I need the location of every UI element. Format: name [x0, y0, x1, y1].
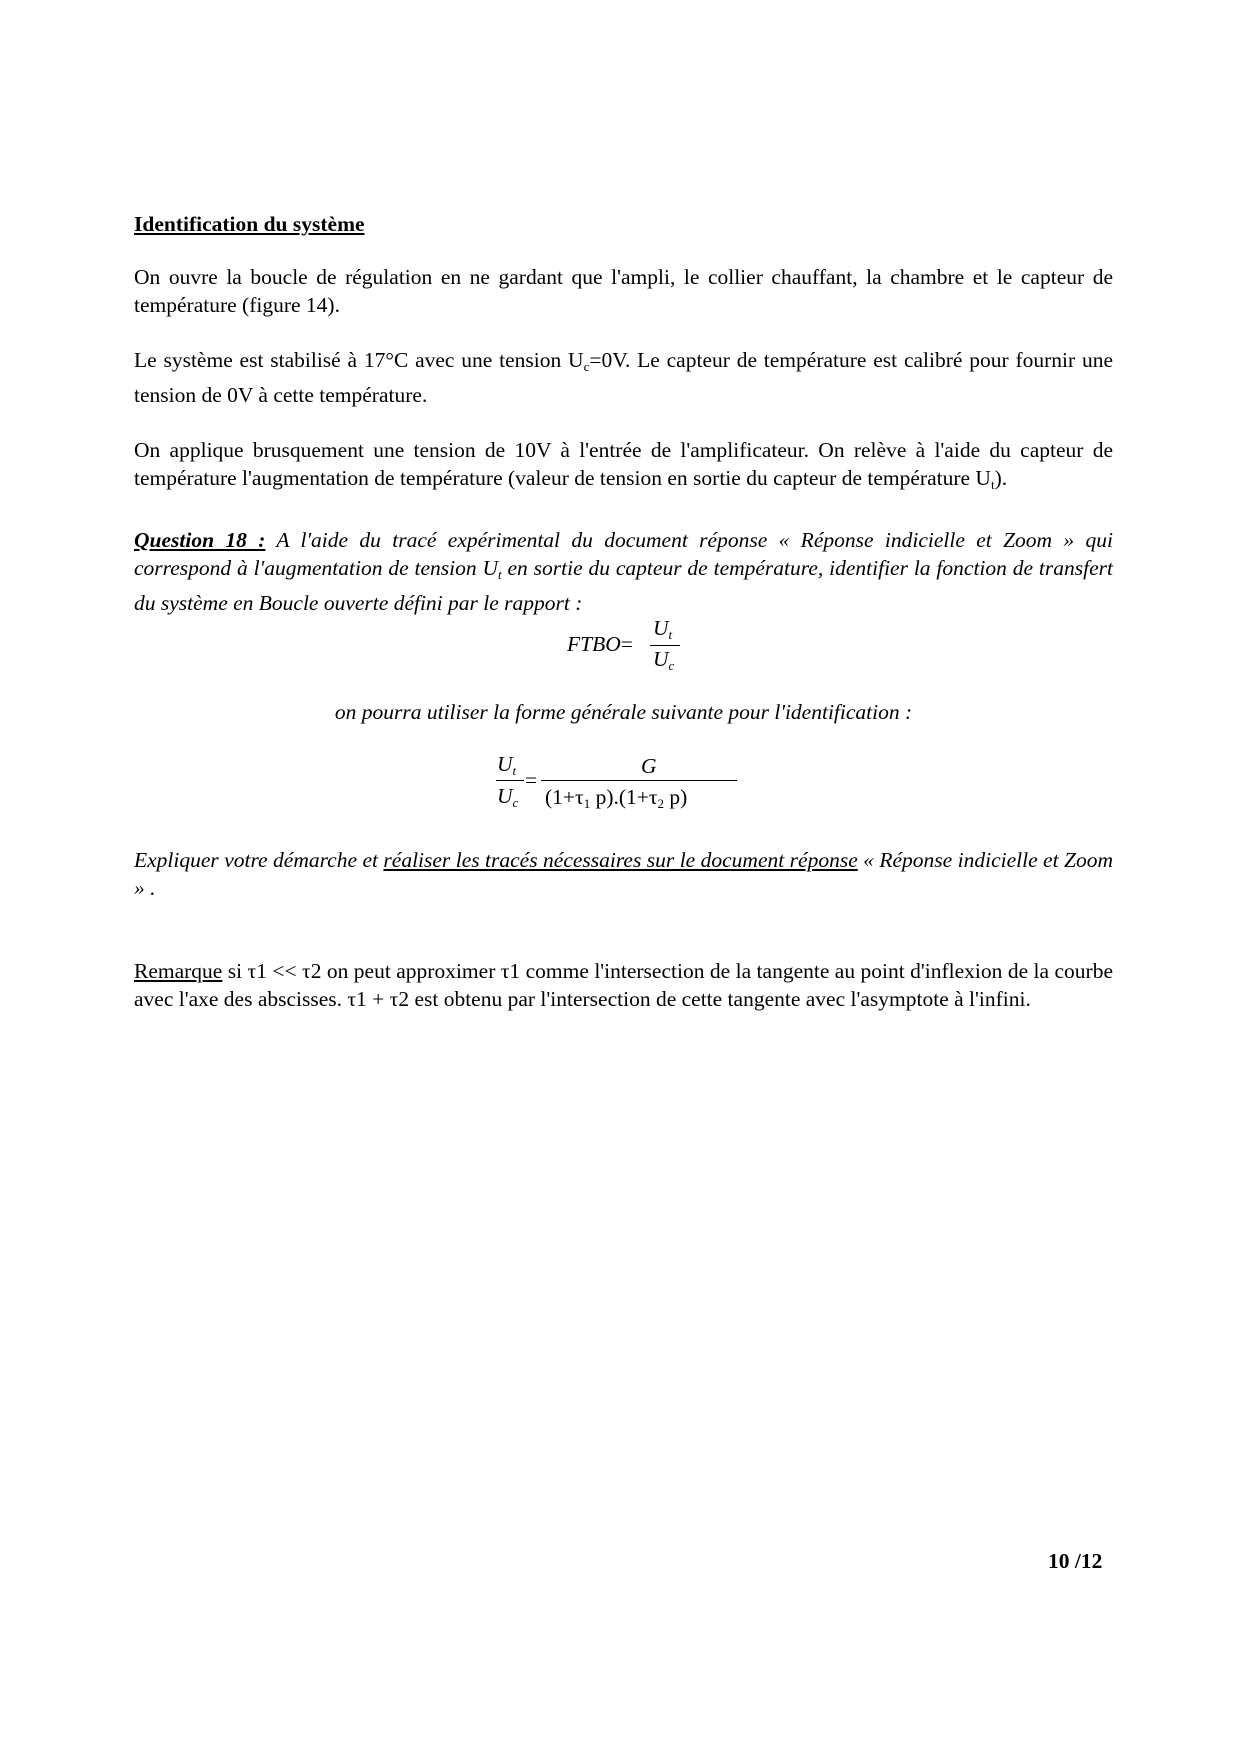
tf-rhs-denominator	[545, 783, 687, 818]
tf-rhs-denominator-part-a: (1+τ	[545, 785, 584, 809]
instruction-explain	[134, 846, 1113, 902]
document-body	[134, 210, 1113, 1040]
tf-rhs-denominator-part-b: p).(1+τ	[590, 785, 658, 809]
formula-ftbo	[134, 617, 1113, 685]
page-number: 10 /12	[1048, 1549, 1103, 1573]
paragraph-step-input	[134, 436, 1113, 499]
subscript-c: c	[583, 359, 590, 374]
paragraph-initial-state-text-b: =0V. Le capteur de température est calibré pour fournir une tension de 0V à cette température.	[134, 348, 1113, 407]
tf-rhs-fraction-bar	[541, 780, 737, 781]
tf-lhs-numerator-u: U	[497, 752, 513, 776]
paragraph-step-input-text-a: On applique brusquement une tension de 10V à l'entrée de l'amplificateur. On relève à l'aide du capteur de température l'augmentation de température (valeur de tension en sortie du capteur de température U	[134, 438, 1113, 490]
formula-transfer-function	[134, 750, 1113, 828]
paragraph-open-loop: On ouvre la boucle de régulation en ne gardant que l'ampli, le collier chauffant, la chambre et le capteur de température (figure 14).	[134, 265, 1113, 317]
question-subscript-t: t	[498, 567, 502, 582]
tf-lhs-denominator-u: U	[497, 784, 513, 808]
instruction-text-b: « Réponse indicielle et Zoom » .	[134, 848, 1113, 900]
paragraph-initial-state-text-a: Le système est stabilisé à 17°C avec une tension U	[134, 348, 584, 372]
ftbo-equals: =	[620, 632, 633, 656]
question-text-b: en sortie du capteur de température, identifier la fonction de transfert du système en Boucle ouverte défini par le rapport :	[134, 556, 1113, 615]
question-text-a: A l'aide du tracé expérimental du document réponse « Réponse indicielle et Zoom » qui correspond à l'augmentation de tension U	[134, 528, 1113, 580]
ftbo-numerator	[653, 614, 672, 649]
subscript-t: t	[990, 477, 995, 492]
ftbo-denominator-sub: c	[668, 658, 675, 673]
ftbo-lhs	[567, 630, 633, 658]
ftbo-denominator-u: U	[653, 647, 669, 671]
ftbo-label: FTBO	[567, 632, 621, 656]
paragraph-step-input-text-b: ).	[994, 466, 1008, 490]
ftbo-numerator-sub: t	[668, 627, 673, 642]
section-heading: Identification du système	[134, 212, 365, 236]
tf-lhs-fraction-bar	[496, 780, 524, 781]
tf-rhs-denominator-part-c: p)	[664, 785, 688, 809]
tf-equals: =	[525, 768, 538, 792]
ftbo-denominator	[653, 645, 674, 680]
tf-lhs-denominator	[497, 782, 518, 817]
paragraph-initial-state	[134, 346, 1113, 409]
instruction-text-a: Expliquer votre démarche et	[134, 848, 384, 872]
question-label: Question 18 :	[134, 528, 266, 552]
instruction-underlined: réaliser les tracés nécessaires sur le document réponse	[383, 848, 858, 872]
paragraph-remark	[134, 957, 1113, 1013]
hint-text: on pourra utiliser la forme générale suivante pour l'identification :	[334, 700, 913, 724]
tf-lhs-numerator-sub: t	[512, 763, 517, 778]
tf-rhs-numerator: G	[641, 754, 657, 778]
question-18	[134, 526, 1113, 617]
tf-lhs-denominator-sub: c	[512, 795, 519, 810]
tf-rhs-denominator-sub1: 1	[583, 796, 591, 811]
ftbo-numerator-u: U	[653, 616, 669, 640]
remark-label: Remarque	[134, 959, 223, 983]
remark-text: si τ1 << τ2 on peut approximer τ1 comme l'intersection de la tangente au point d'inflexion de la courbe avec l'axe des abscisses. τ1 + τ2 est obtenu par l'intersection de cette tangente avec l'asymptote à l'infini.	[134, 959, 1113, 1011]
tf-rhs-denominator-sub2: 2	[657, 796, 665, 811]
